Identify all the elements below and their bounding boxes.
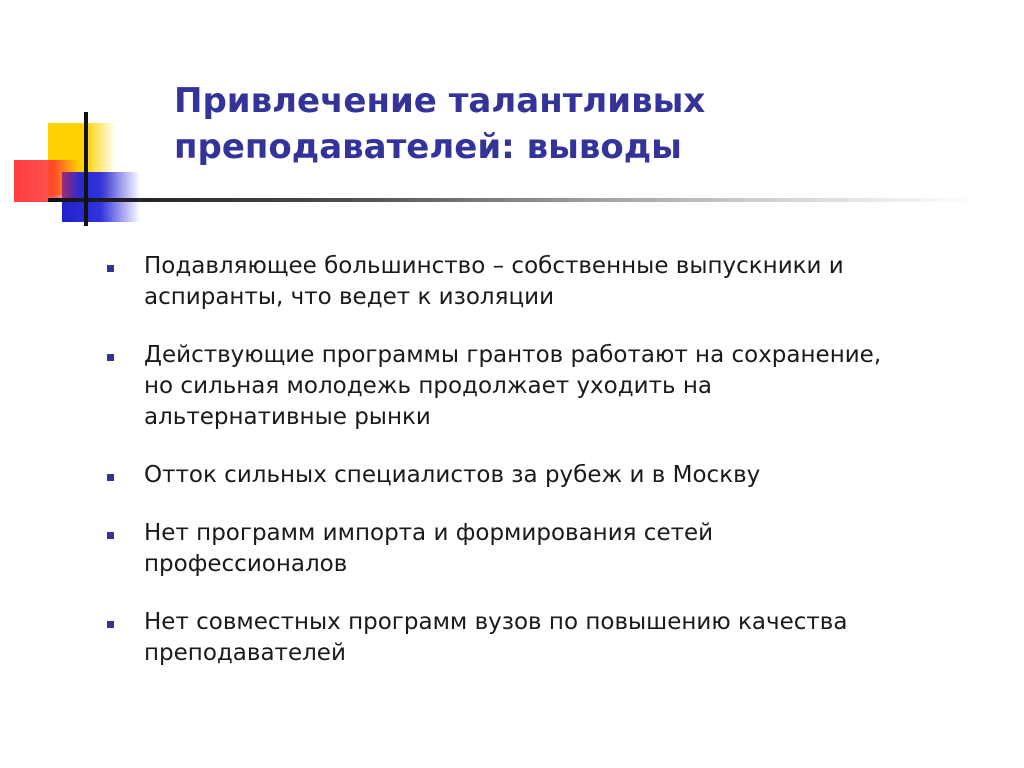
bullet-line: профессионалов <box>144 551 348 577</box>
slide-title-line-2: преподавателей: выводы <box>174 127 682 167</box>
bullet-line: Нет совместных программ вузов по повышению качества <box>144 609 848 635</box>
bullet-line: Нет программ импорта и формирования сетей <box>144 520 714 546</box>
bullet-text <box>144 251 984 313</box>
bullet-text <box>144 340 984 433</box>
slide-title <box>174 78 974 170</box>
bullet-line: альтернативные рынки <box>144 404 431 430</box>
slide-title-line-1: Привлечение талантливых <box>174 81 706 121</box>
bullet-item <box>104 340 984 433</box>
bullet-line: но сильная молодежь продолжает уходить на <box>144 373 712 399</box>
bullet-line: Действующие программы грантов работают на сохранение, <box>144 342 882 368</box>
decor-horizontal-rule <box>48 198 978 202</box>
bullet-line: аспиранты, что ведет к изоляции <box>144 284 555 310</box>
bullet-item <box>104 251 984 313</box>
bullet-line: Подавляющее большинство – собственные выпускники и <box>144 253 844 279</box>
bullet-item <box>104 460 984 491</box>
bullet-marker <box>107 532 114 539</box>
bullet-marker <box>107 621 114 628</box>
bullet-text <box>144 460 984 491</box>
bullet-marker <box>107 354 114 361</box>
bullet-marker <box>107 265 114 272</box>
decor-vertical-rule <box>84 112 88 226</box>
bullet-item <box>104 607 984 669</box>
decor-red-square <box>14 160 80 202</box>
bullet-list <box>104 251 984 696</box>
bullet-item <box>104 518 984 580</box>
bullet-marker <box>107 474 114 481</box>
bullet-line: преподавателей <box>144 640 346 666</box>
bullet-text <box>144 518 984 580</box>
bullet-text <box>144 607 984 669</box>
bullet-line: Отток сильных специалистов за рубеж и в Москву <box>144 462 761 488</box>
